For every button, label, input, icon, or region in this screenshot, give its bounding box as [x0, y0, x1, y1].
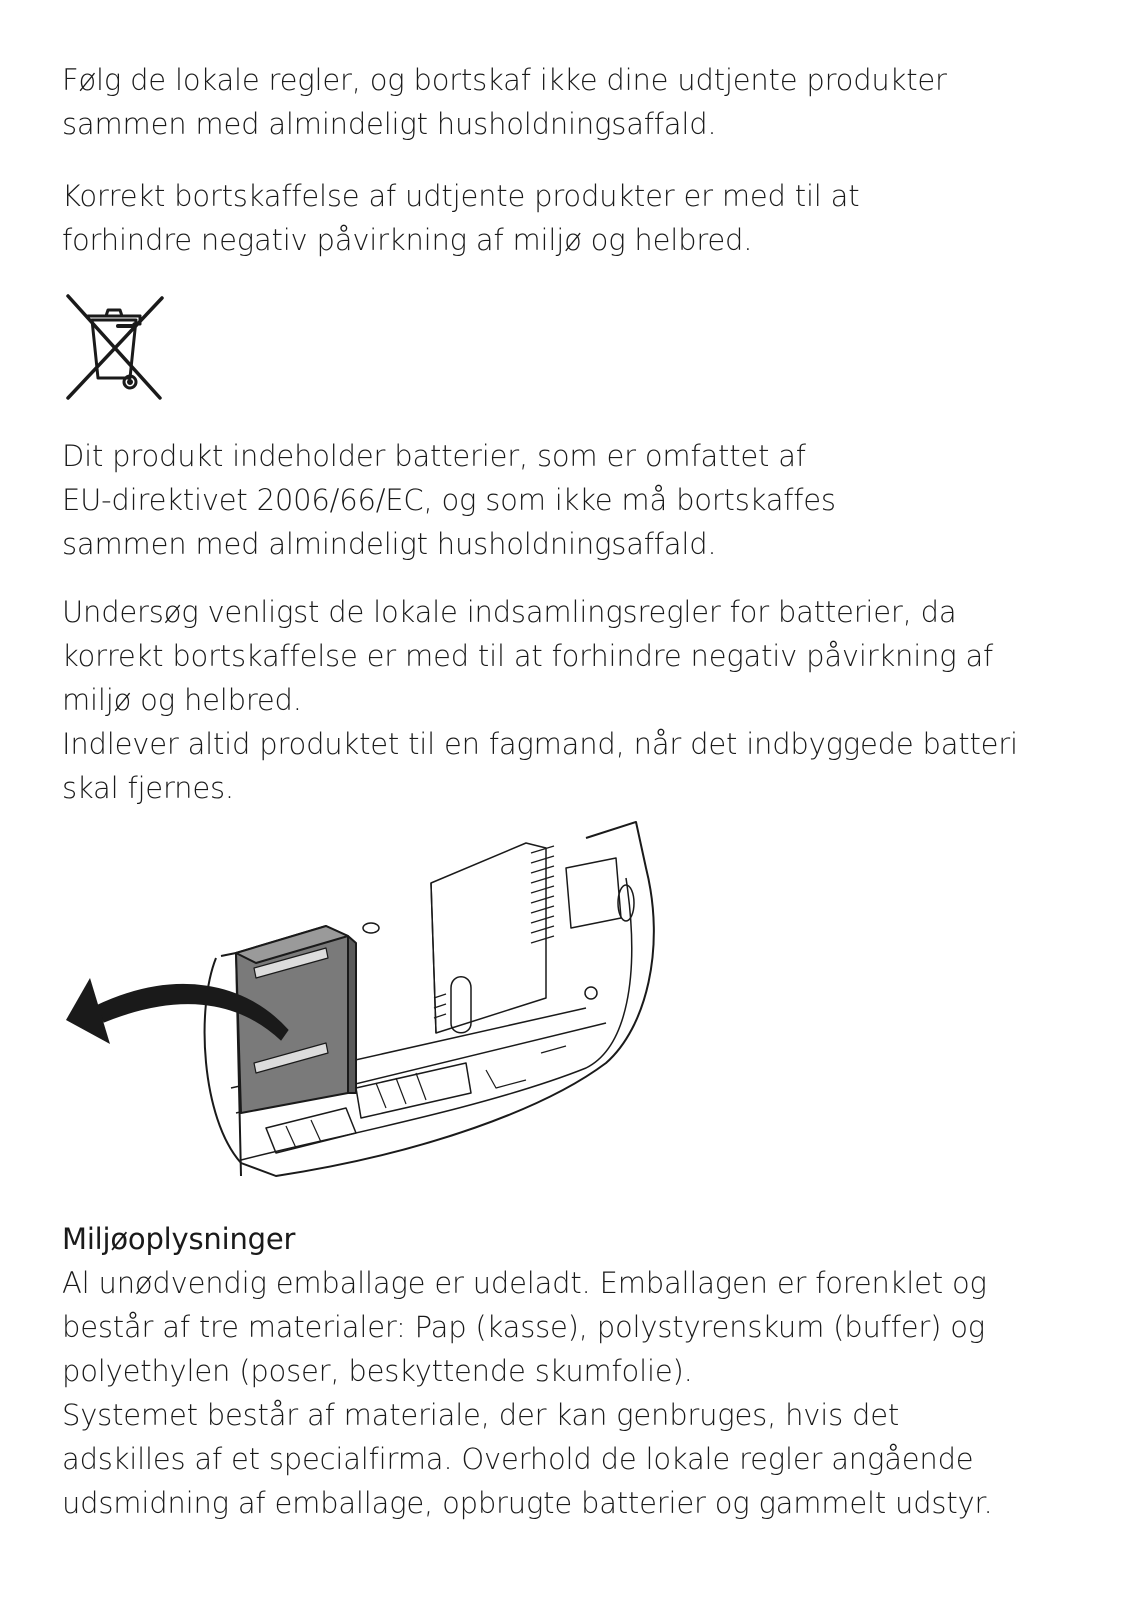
- text-line: skal fjernes.: [62, 771, 234, 805]
- text-line: Al unødvendig emballage er udeladt. Emballagen er forenklet og: [62, 1266, 987, 1300]
- section-heading: Miljøoplysninger: [62, 1222, 296, 1256]
- text-line: Korrekt bortskaffelse af udtjente produkter er med til at: [62, 179, 860, 213]
- text-line: Dit produkt indeholder batterier, som er omfattet af: [62, 439, 806, 473]
- text-line: Følg de lokale regler, og bortskaf ikke dine udtjente produkter: [62, 63, 947, 97]
- text-line: polyethylen (poser, beskyttende skumfolie).: [62, 1354, 693, 1388]
- text-line: forhindre negativ påvirkning af miljø og helbred.: [62, 223, 753, 257]
- battery-removal-illustration: [26, 808, 666, 1188]
- crossed-out-wheelie-bin-icon: [60, 292, 168, 404]
- text-line: Systemet består af materiale, der kan genbruges, hvis det: [62, 1398, 900, 1432]
- text-line: Indlever altid produktet til en fagmand, når det indbyggede batteri: [62, 727, 1018, 761]
- text-line: EU-direktivet 2006/66/EC, og som ikke må bortskaffes: [62, 483, 836, 517]
- text-line: korrekt bortskaffelse er med til at forhindre negativ påvirkning af: [62, 639, 994, 673]
- text-line: sammen med almindeligt husholdningsaffald.: [62, 107, 717, 141]
- text-line: adskilles af et specialfirma. Overhold de lokale regler angående: [62, 1442, 974, 1476]
- batteries-paragraph: [62, 434, 1072, 566]
- disposal-paragraph: [62, 58, 1072, 146]
- text-line: miljø og helbred.: [62, 683, 302, 717]
- text-line: Undersøg venligst de lokale indsamlingsregler for batterier, da: [62, 595, 957, 629]
- text-line: består af tre materialer: Pap (kasse), polystyrenskum (buffer) og: [62, 1310, 985, 1344]
- environment-section: [62, 1217, 1072, 1525]
- text-line: sammen med almindeligt husholdningsaffald.: [62, 527, 717, 561]
- text-line: udsmidning af emballage, opbrugte batterier og gammelt udstyr.: [62, 1486, 993, 1520]
- correct-disposal-paragraph: [62, 174, 1072, 262]
- battery-collection-paragraph: [62, 590, 1072, 810]
